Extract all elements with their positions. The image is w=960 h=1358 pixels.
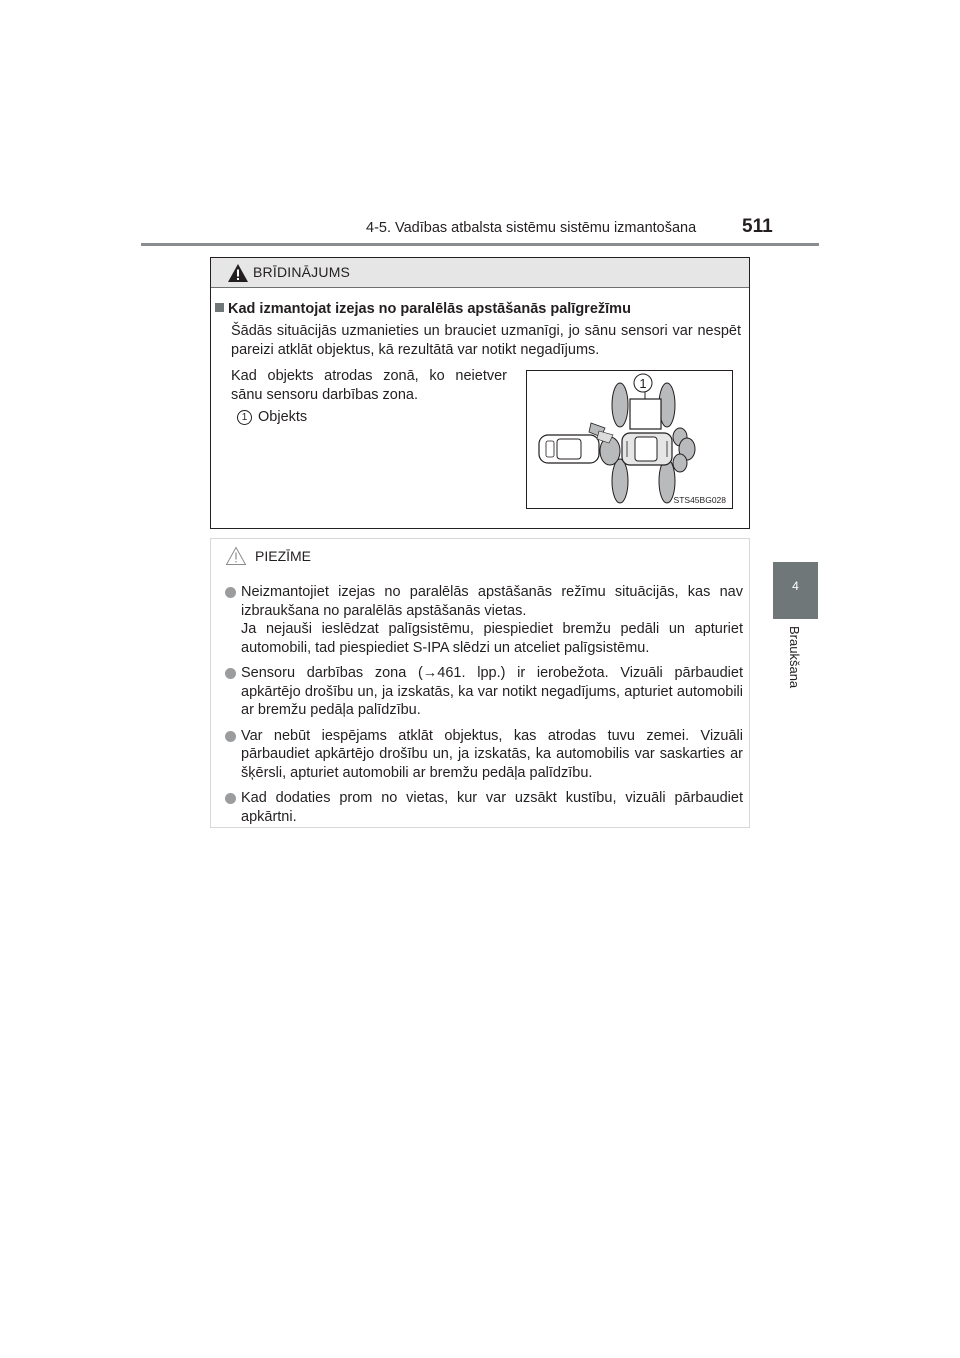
page-number: 511 <box>742 216 773 237</box>
note-title: PIEZĪME <box>255 548 312 564</box>
note-item <box>225 583 743 657</box>
sensor-zone-illustration <box>526 370 733 509</box>
bullet-dot-icon <box>225 793 236 804</box>
warning-box <box>210 257 750 529</box>
chapter-tab: 4 <box>773 562 818 619</box>
warning-paragraph: Šādās situācijās uzmanieties un brauciet uzmanīgi, jo sānu sensori var nespēt pareizi atklāt objektus, kā rezultātā var notikt negadījums. <box>231 323 741 358</box>
warning-title: BRĪDINĀJUMS <box>253 264 351 280</box>
square-bullet-icon <box>215 303 224 312</box>
chapter-label <box>780 626 810 706</box>
caution-triangle-icon <box>225 546 247 566</box>
figure-code: STS45BG028 <box>673 495 726 505</box>
note-item-text: Var nebūt iespējams atklāt objektus, kas atrodas tuvu zemei. Vizuāli pārbaudiet apkārtējo drošību un, ja izskatās, ka automobilis var saskarties ar šķērsli, apturiet automobili ar bremžu pedāļa palīdzību. <box>241 727 743 781</box>
chapter-title: Braukšana <box>787 626 802 689</box>
note-box <box>210 538 750 828</box>
own-vehicle <box>622 433 672 465</box>
legend-number: 1 <box>237 410 252 425</box>
warning-condition: Kad objekts atrodas zonā, ko neietver sānu sensoru darbības zona. <box>231 368 507 403</box>
note-list <box>225 583 743 833</box>
bullet-dot-icon <box>225 731 236 742</box>
note-item <box>225 789 743 826</box>
bullet-dot-icon <box>225 587 236 598</box>
header-divider <box>141 243 819 246</box>
note-item-text: Neizmantojiet izejas no paralēlās apstāšanās režīmu situācijās, kas nav izbraukšana no paralēlās apstāšanās vietas. Ja nejauši ieslēdzat palīgsistēmu, piespiediet bremžu pedāli un apturiet automobili, tad piespiediet S-IPA slēdzi un atceliet palīgsistēmu. <box>241 584 743 656</box>
legend-label: Objekts <box>258 409 308 425</box>
warning-triangle-icon <box>227 263 249 283</box>
note-item-text: Sensoru darbības zona (→461. lpp.) ir ierobežota. Vizuāli pārbaudiet apkārtējo drošību un, ja izskatās, ka var notikt negadījums, apturiet automobili ar bremžu pedāļa palīdzību. <box>241 665 743 718</box>
note-item <box>225 727 743 783</box>
figure-callout-number: 1 <box>639 376 647 391</box>
object-box <box>630 399 661 429</box>
section-title: 4-5. Vadības atbalsta sistēmu sistēmu izmantošana <box>366 220 697 236</box>
warning-subheading-text: Kad izmantojat izejas no paralēlās apstāšanās palīgrežīmu <box>228 301 631 317</box>
note-item <box>225 664 743 720</box>
parking-diagram <box>527 371 732 508</box>
note-item-text: Kad dodaties prom no vietas, kur var uzsākt kustību, vizuāli pārbaudiet apkārtni. <box>241 790 743 825</box>
warning-subheading <box>215 301 631 317</box>
parked-car-left <box>539 435 599 463</box>
warning-header <box>211 258 749 288</box>
bullet-dot-icon <box>225 668 236 679</box>
figure-legend <box>237 409 307 425</box>
